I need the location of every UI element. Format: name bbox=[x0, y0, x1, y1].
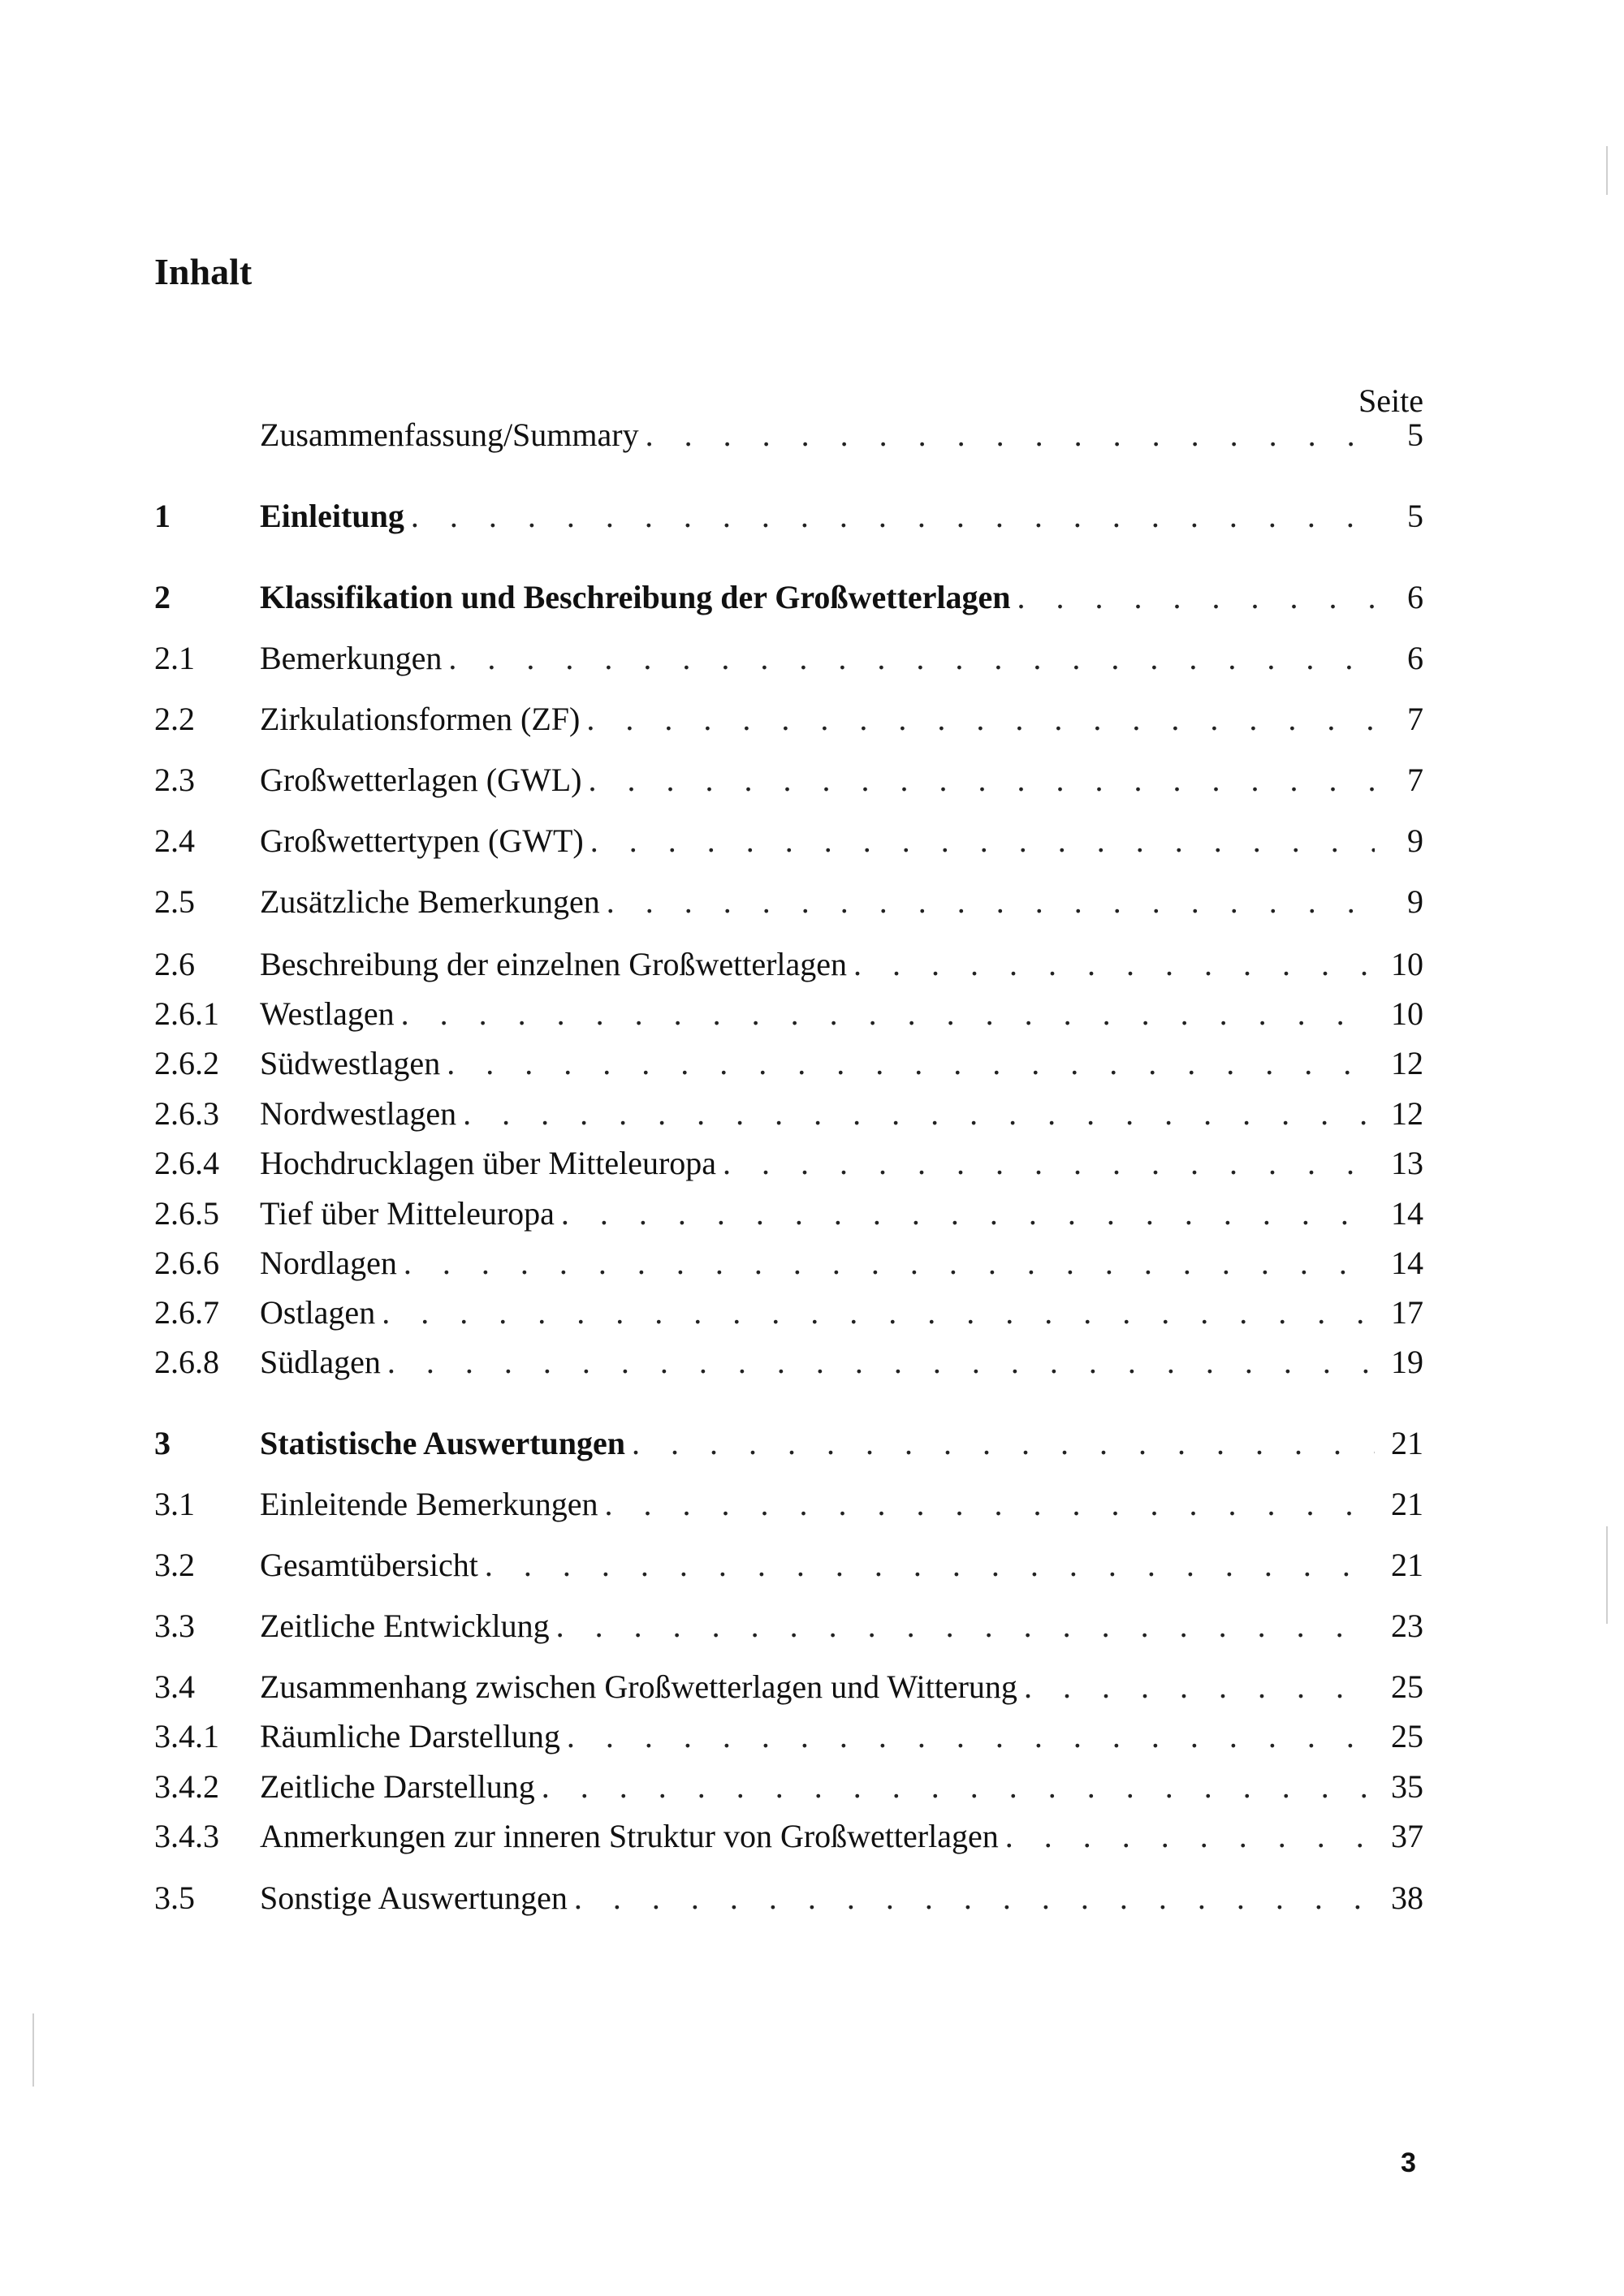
toc-entry-title-wrap bbox=[260, 1141, 1375, 1186]
toc-entry-title: Großwettertypen (GWT) bbox=[260, 822, 584, 859]
toc-entry-page: 21 bbox=[1391, 1486, 1423, 1522]
toc-entry bbox=[154, 818, 1423, 864]
toc-entry-page: 14 bbox=[1391, 1245, 1423, 1281]
toc-entry-title: Zirkulationsformen (ZF) bbox=[260, 701, 581, 737]
toc-entry-title-wrap bbox=[260, 1340, 1375, 1385]
toc-leader-dots bbox=[404, 1241, 1375, 1286]
toc-entry-title: Räumliche Darstellung bbox=[260, 1718, 560, 1754]
toc-entry-title-wrap bbox=[260, 494, 1375, 539]
toc-entry bbox=[154, 879, 1423, 925]
toc-entry-title-wrap bbox=[260, 942, 1375, 987]
toc-entry bbox=[154, 1814, 1423, 1859]
toc-entry-title-wrap bbox=[260, 1814, 1375, 1859]
toc-entry-page: 9 bbox=[1407, 883, 1423, 920]
toc-entry-title-wrap bbox=[260, 879, 1375, 925]
toc-leader-dots bbox=[574, 1875, 1375, 1921]
toc-entry-title: Gesamtübersicht bbox=[260, 1547, 478, 1583]
toc-entry-page: 9 bbox=[1407, 822, 1423, 859]
toc-entry-number: 2.2 bbox=[154, 701, 195, 737]
toc-entry bbox=[154, 1764, 1423, 1810]
toc-entry-page: 12 bbox=[1391, 1095, 1423, 1132]
toc-entry-title: Zeitliche Entwicklung bbox=[260, 1608, 550, 1644]
toc-leader-dots bbox=[411, 494, 1375, 539]
toc-entry-page: 19 bbox=[1391, 1344, 1423, 1380]
toc-entry-title-wrap bbox=[260, 1241, 1375, 1286]
toc-entry bbox=[154, 757, 1423, 803]
toc-entry-page: 7 bbox=[1407, 762, 1423, 798]
toc-entry-number: 2.4 bbox=[154, 822, 195, 859]
toc-entry-number: 2.6.3 bbox=[154, 1095, 219, 1132]
toc-entry-title-wrap bbox=[260, 818, 1375, 864]
toc-leader-dots bbox=[556, 1603, 1375, 1649]
toc-entry-page: 14 bbox=[1391, 1195, 1423, 1232]
toc-entry-number: 2 bbox=[154, 579, 171, 615]
toc-leader-dots bbox=[485, 1543, 1375, 1588]
toc-entry bbox=[154, 1091, 1423, 1137]
toc-entry-title: Hochdrucklagen über Mitteleuropa bbox=[260, 1145, 717, 1181]
toc-entry-title-wrap bbox=[260, 412, 1375, 458]
toc-entry-number: 1 bbox=[154, 498, 171, 534]
toc-entry bbox=[154, 1340, 1423, 1385]
toc-entry-title: Sonstige Auswertungen bbox=[260, 1880, 568, 1916]
toc-leader-dots bbox=[387, 1340, 1375, 1385]
toc-entry bbox=[154, 1241, 1423, 1286]
toc-entry-title: Statistische Auswertungen bbox=[260, 1425, 626, 1461]
toc-entry bbox=[154, 1714, 1423, 1759]
toc-entry-title: Westlagen bbox=[260, 995, 395, 1032]
toc-entry bbox=[154, 1543, 1423, 1588]
toc-entry-title: Nordlagen bbox=[260, 1245, 397, 1281]
toc-leader-dots bbox=[607, 879, 1375, 925]
toc-entry-title: Nordwestlagen bbox=[260, 1095, 457, 1132]
toc-entry-title: Großwetterlagen (GWL) bbox=[260, 762, 582, 798]
toc-entry-number: 2.6.1 bbox=[154, 995, 219, 1032]
toc-entry-number: 2.5 bbox=[154, 883, 195, 920]
toc-entry-title: Südwestlagen bbox=[260, 1045, 441, 1081]
toc-entry bbox=[154, 1041, 1423, 1086]
toc-entry-page: 25 bbox=[1391, 1718, 1423, 1754]
toc-leader-dots bbox=[632, 1421, 1375, 1466]
toc-entry bbox=[154, 1603, 1423, 1649]
seite-label: Seite bbox=[1358, 382, 1423, 419]
toc-entry-page: 5 bbox=[1407, 498, 1423, 534]
toc-entry-number: 3.4.3 bbox=[154, 1818, 219, 1854]
toc-leader-dots bbox=[646, 412, 1375, 458]
toc-entry-number: 3.5 bbox=[154, 1880, 195, 1916]
toc-entry-title-wrap bbox=[260, 1041, 1375, 1086]
toc-entry-title-wrap bbox=[260, 1482, 1375, 1527]
toc-entry-page: 10 bbox=[1391, 995, 1423, 1032]
toc-entry bbox=[154, 1141, 1423, 1186]
toc-entry-title-wrap bbox=[260, 1543, 1375, 1588]
toc-leader-dots bbox=[588, 757, 1375, 803]
toc-entry-number: 2.1 bbox=[154, 640, 195, 676]
toc-entry-title: Klassifikation und Beschreibung der Großwetterlagen bbox=[260, 579, 1011, 615]
toc-leader-dots bbox=[1024, 1664, 1375, 1710]
toc-entry-title: Ostlagen bbox=[260, 1294, 376, 1331]
toc-entry-title: Zeitliche Darstellung bbox=[260, 1768, 535, 1805]
toc-entry-number: 2.6 bbox=[154, 946, 195, 982]
toc-entry bbox=[154, 1191, 1423, 1236]
toc-entry-number: 2.6.6 bbox=[154, 1245, 219, 1281]
toc-entry-title-wrap bbox=[260, 991, 1375, 1037]
toc-entry-page: 13 bbox=[1391, 1145, 1423, 1181]
toc-entry-page: 37 bbox=[1391, 1818, 1423, 1854]
toc-entry-title-wrap bbox=[260, 1421, 1375, 1466]
toc-entry-title-wrap bbox=[260, 1764, 1375, 1810]
toc-entry-page: 21 bbox=[1391, 1425, 1423, 1461]
toc-entry-title-wrap bbox=[260, 575, 1375, 620]
toc-entry-number: 3.4.1 bbox=[154, 1718, 219, 1754]
toc-entry bbox=[154, 1421, 1423, 1466]
toc-entry-number: 2.6.4 bbox=[154, 1145, 219, 1181]
toc-entry bbox=[154, 1290, 1423, 1336]
scan-artifact bbox=[32, 2013, 34, 2087]
toc-entry-page: 5 bbox=[1407, 416, 1423, 453]
toc-entry-number: 3.3 bbox=[154, 1608, 195, 1644]
toc-entry bbox=[154, 412, 1423, 458]
toc-entry-page: 6 bbox=[1407, 640, 1423, 676]
toc-entry-page: 38 bbox=[1391, 1880, 1423, 1916]
toc-entry bbox=[154, 575, 1423, 620]
toc-entry-title-wrap bbox=[260, 1714, 1375, 1759]
toc-entry bbox=[154, 991, 1423, 1037]
toc-entry bbox=[154, 1482, 1423, 1527]
scan-artifact bbox=[1606, 146, 1608, 195]
toc-leader-dots bbox=[605, 1482, 1375, 1527]
toc-leader-dots bbox=[567, 1714, 1375, 1759]
toc-entry-number: 3.4 bbox=[154, 1668, 195, 1705]
toc-entry-title-wrap bbox=[260, 1191, 1375, 1236]
toc-entry-page: 6 bbox=[1407, 579, 1423, 615]
toc-entry-title: Einleitende Bemerkungen bbox=[260, 1486, 598, 1522]
toc-leader-dots bbox=[853, 942, 1375, 987]
toc-entry-title: Beschreibung der einzelnen Großwetterlagen bbox=[260, 946, 848, 982]
toc-entry-title: Zusammenfassung/Summary bbox=[260, 416, 639, 453]
toc-leader-dots bbox=[1017, 575, 1375, 620]
toc-entry-number: 3.2 bbox=[154, 1547, 195, 1583]
toc-entry-title: Zusammenhang zwischen Großwetterlagen und Witterung bbox=[260, 1668, 1017, 1705]
toc-entry bbox=[154, 636, 1423, 681]
page-title: Inhalt bbox=[154, 251, 253, 292]
toc-entry-number: 2.6.5 bbox=[154, 1195, 219, 1232]
toc-entry-title: Bemerkungen bbox=[260, 640, 443, 676]
toc-entry bbox=[154, 942, 1423, 987]
toc-entry-number: 2.6.7 bbox=[154, 1294, 219, 1331]
toc-entry-page: 25 bbox=[1391, 1668, 1423, 1705]
toc-leader-dots bbox=[1005, 1814, 1375, 1859]
toc-entry-number: 2.3 bbox=[154, 762, 195, 798]
toc-entry-title: Einleitung bbox=[260, 498, 404, 534]
toc-entry-page: 21 bbox=[1391, 1547, 1423, 1583]
toc-entry-title-wrap bbox=[260, 757, 1375, 803]
toc-entry bbox=[154, 1664, 1423, 1710]
toc-entry-number: 3.4.2 bbox=[154, 1768, 219, 1805]
toc-entry bbox=[154, 1875, 1423, 1921]
toc-entry bbox=[154, 494, 1423, 539]
toc-leader-dots bbox=[723, 1141, 1375, 1186]
toc-entry-title: Südlagen bbox=[260, 1344, 381, 1380]
toc-entry-title: Zusätzliche Bemerkungen bbox=[260, 883, 600, 920]
toc-leader-dots bbox=[382, 1290, 1375, 1336]
toc-entry-page: 17 bbox=[1391, 1294, 1423, 1331]
toc-entry-title-wrap bbox=[260, 1603, 1375, 1649]
toc-entry bbox=[154, 697, 1423, 742]
toc-entry-title: Anmerkungen zur inneren Struktur von Großwetterlagen bbox=[260, 1818, 999, 1854]
toc-leader-dots bbox=[463, 1091, 1375, 1137]
toc-leader-dots bbox=[586, 697, 1375, 742]
toc-leader-dots bbox=[448, 636, 1375, 681]
toc-entry-title-wrap bbox=[260, 1290, 1375, 1336]
toc-entry-title-wrap bbox=[260, 1875, 1375, 1921]
toc-leader-dots bbox=[447, 1041, 1375, 1086]
toc-leader-dots bbox=[401, 991, 1375, 1037]
toc-entry-number: 3.1 bbox=[154, 1486, 195, 1522]
toc-entry-page: 35 bbox=[1391, 1768, 1423, 1805]
toc-entry-title-wrap bbox=[260, 1091, 1375, 1137]
toc-entry-number: 3 bbox=[154, 1425, 171, 1461]
toc-entry-page: 12 bbox=[1391, 1045, 1423, 1081]
toc-leader-dots bbox=[542, 1764, 1375, 1810]
scan-artifact bbox=[1606, 1526, 1608, 1624]
toc-entry-title-wrap bbox=[260, 636, 1375, 681]
toc-entry-page: 10 bbox=[1391, 946, 1423, 982]
toc-entry-title: Tief über Mitteleuropa bbox=[260, 1195, 555, 1232]
toc-entry-number: 2.6.8 bbox=[154, 1344, 219, 1380]
toc-leader-dots bbox=[590, 818, 1375, 864]
toc-leader-dots bbox=[561, 1191, 1375, 1236]
page-number: 3 bbox=[1401, 2147, 1416, 2178]
toc-entry-page: 23 bbox=[1391, 1608, 1423, 1644]
toc-entry-number: 2.6.2 bbox=[154, 1045, 219, 1081]
toc-entry-title-wrap bbox=[260, 697, 1375, 742]
toc-entry-page: 7 bbox=[1407, 701, 1423, 737]
toc-entry-title-wrap bbox=[260, 1664, 1375, 1710]
